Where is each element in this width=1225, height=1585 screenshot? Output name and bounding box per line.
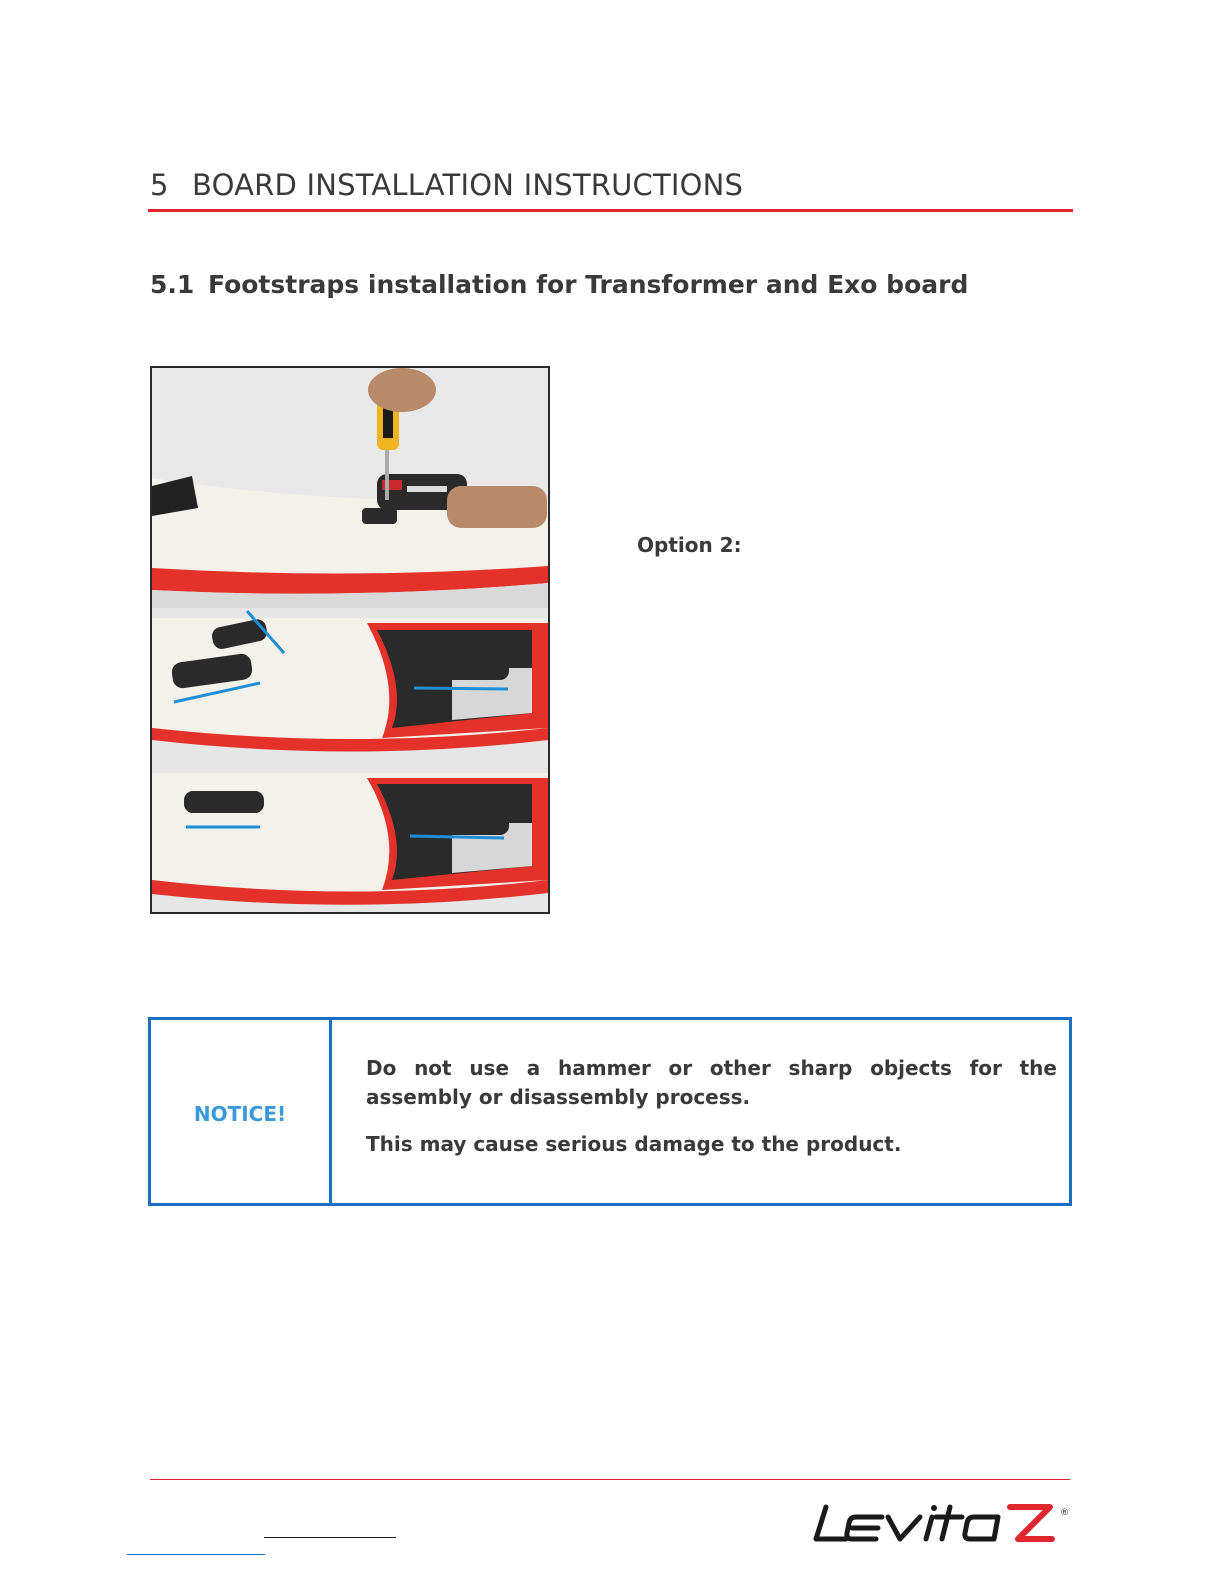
notice-label-cell xyxy=(151,1020,332,1203)
footstrap-installation-photo xyxy=(150,366,550,914)
notice-box xyxy=(148,1017,1072,1206)
levitaz-logo xyxy=(812,1501,1072,1545)
section-title: BOARD INSTALLATION INSTRUCTIONS xyxy=(192,168,744,202)
option-label: Option 2: xyxy=(637,533,742,557)
section-number: 5 xyxy=(150,168,169,202)
footer-link-underline xyxy=(127,1554,265,1555)
notice-paragraph: This may cause serious damage to the product. xyxy=(366,1132,902,1156)
section-heading xyxy=(150,168,743,202)
subsection-number: 5.1 xyxy=(150,270,195,299)
footer-link-underline xyxy=(264,1537,396,1538)
registered-mark: ® xyxy=(1060,1508,1069,1518)
heading-rule xyxy=(148,209,1073,212)
notice-paragraph: Do not use a hammer or other sharp objects for the assembly or disassembly process. xyxy=(366,1056,1057,1109)
subsection-title: Footstraps installation for Transformer and Exo board xyxy=(208,270,969,299)
notice-text-cell xyxy=(332,1020,1069,1203)
footer-rule xyxy=(150,1479,1070,1480)
subsection-heading xyxy=(150,270,968,299)
board-photo-icon xyxy=(152,368,548,912)
notice-label: NOTICE! xyxy=(193,1101,287,1126)
